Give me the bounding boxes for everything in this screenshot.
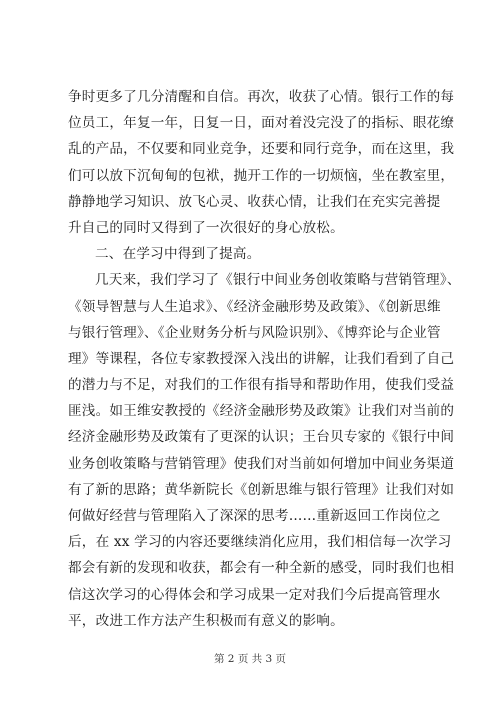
text-line: 升自己的同时又得到了一次很好的身心放松。 (68, 219, 344, 236)
text-line: 理》等课程，各位专家教授深入浅出的讲解，让我们看到了自己 (68, 350, 455, 367)
body-text (68, 84, 461, 634)
text-line: 何做好经营与管理陷入了深深的思考……重新返回工作岗位之 (68, 508, 441, 524)
text-line: 二、在学习中得到了提高。 (95, 246, 261, 263)
text-line: 《领导智慧与人生追求》、《经济金融形势及政策》、《创新思维 (68, 298, 441, 315)
text-line: 平，改进工作方法产生积极而有意义的影响。 (68, 612, 344, 629)
text-line: 乱的产品，不仅要和同业竞争，还要和同行竞争，而在这里，我 (68, 141, 455, 158)
text-line: 业务创收策略与营销管理》使我们对当前如何增加中间业务渠道 (68, 455, 455, 472)
text-line: 位员工，年复一年，日复一日，面对着没完没了的指标、眼花缭 (68, 115, 455, 132)
text-line: 匪浅。如王维安教授的《经济金融形势及政策》让我们对当前的 (68, 403, 455, 420)
text-line: 与银行管理》、《企业财务分析与风险识别》、《博弈论与企业管 (68, 324, 441, 341)
text-line: 经济金融形势及政策有了更深的认识；王台贝专家的《银行中间 (68, 429, 455, 446)
text-line: 都会有新的发现和收获，都会有一种全新的感受，同时我们也相 (68, 560, 455, 577)
text-line: 静静地学习知识、放飞心灵、收获心情，让我们在充实完善提 (68, 193, 441, 210)
text-line: 的潜力与不足，对我们的工作很有指导和帮助作用，使我们受益 (68, 377, 455, 394)
text-line: 争时更多了几分清醒和自信。再次，收获了心情。银行工作的每 (68, 89, 455, 105)
text-line: 们可以放下沉甸甸的包袱，抛开工作的一切烦恼，坐在教室里， (68, 167, 455, 184)
text-line: 几天来，我们学习了《银行中间业务创收策略与营销管理》、 (95, 272, 461, 289)
text-line: 有了新的思路；黄华新院长《创新思维与银行管理》让我们对如 (68, 481, 455, 498)
page-footer: 第 2 页 共 3 页 (213, 653, 287, 665)
text-line: 后，在 xx 学习的内容还要继续消化应用，我们相信每一次学习 (68, 534, 452, 551)
text-line: 信这次学习的心得体会和学习成果一定对我们今后提高管理水 (68, 586, 441, 603)
